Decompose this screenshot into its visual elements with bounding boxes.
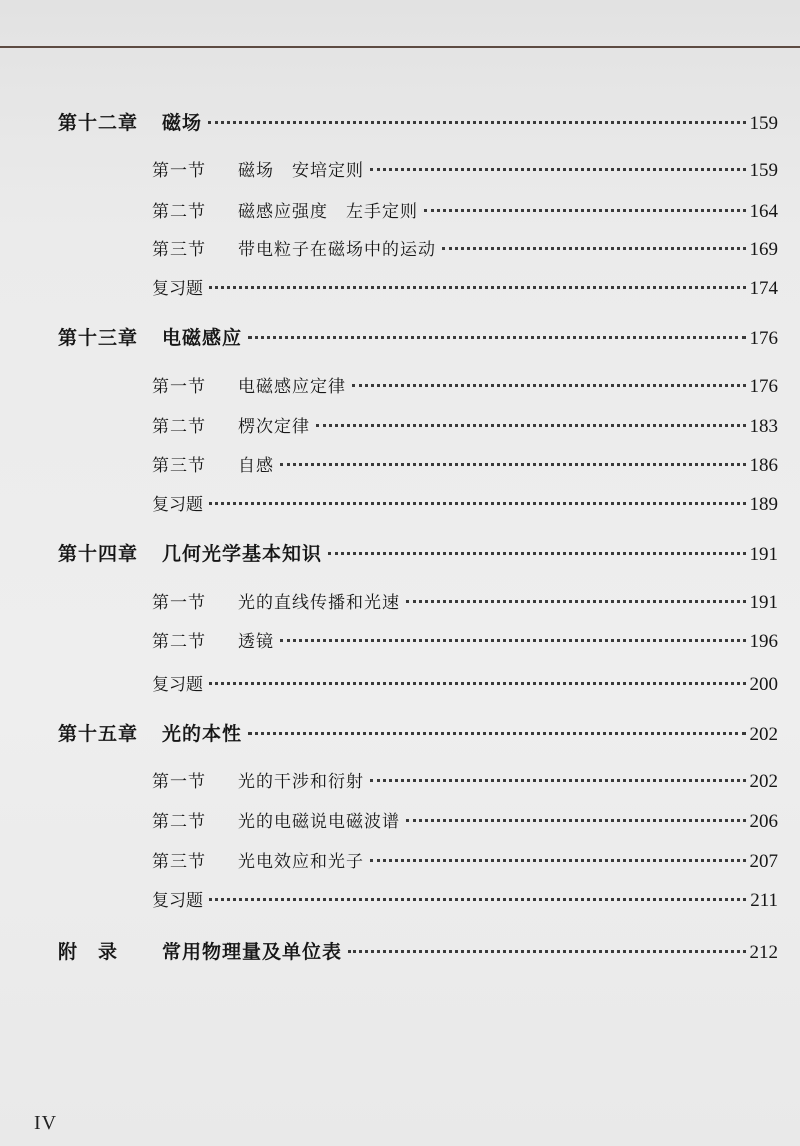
page-number: 186: [749, 455, 778, 476]
chapter-number: 第十三章: [58, 327, 139, 349]
page-number: 159: [749, 113, 778, 134]
chapter-number: 第十二章: [58, 112, 139, 134]
section-number: 第二节: [152, 417, 206, 437]
section-title: 磁感应强度 左手定则: [238, 202, 418, 222]
dot-leader: [316, 424, 746, 427]
page-number: 202: [749, 724, 778, 745]
section-title: 光的电磁说电磁波谱: [238, 812, 400, 832]
toc-section: [0, 412, 800, 438]
toc-chapter-13: [0, 323, 800, 350]
dot-leader: [209, 502, 746, 505]
chapter-title: 磁场: [162, 112, 203, 134]
section-title: 楞次定律: [238, 417, 310, 437]
dot-leader: [209, 898, 746, 901]
dot-leader: [424, 209, 746, 212]
section-number: 第三节: [152, 456, 206, 476]
toc-section: [0, 451, 800, 477]
dot-leader: [208, 121, 745, 124]
toc-appendix: [0, 937, 800, 964]
page-number: 196: [749, 631, 778, 652]
dot-leader: [370, 779, 746, 782]
review-title: 复习题: [152, 279, 203, 299]
page-number: 169: [749, 239, 778, 260]
dot-leader: [248, 336, 745, 339]
toc-section: [0, 588, 800, 614]
toc-section: [0, 156, 800, 182]
chapter-title: 电磁感应: [162, 327, 243, 349]
toc-review: [0, 490, 800, 516]
section-number: 第二节: [152, 632, 206, 652]
section-title: 光的直线传播和光速: [238, 593, 400, 613]
toc-section: [0, 627, 800, 653]
section-title: 光的干涉和衍射: [238, 772, 364, 792]
toc-chapter-14: [0, 539, 800, 566]
page-number: 212: [749, 942, 778, 963]
review-title: 复习题: [152, 675, 203, 695]
dot-leader: [370, 859, 746, 862]
section-number: 第一节: [152, 161, 206, 181]
page-number: 176: [749, 376, 778, 397]
toc-section: [0, 235, 800, 261]
review-title: 复习题: [152, 891, 203, 911]
dot-leader: [442, 247, 746, 250]
appendix-title: 常用物理量及单位表: [162, 941, 343, 963]
toc-section: [0, 197, 800, 223]
dot-leader: [280, 639, 746, 642]
toc-chapter-15: [0, 719, 800, 746]
toc-review: [0, 886, 800, 912]
page-number: 200: [749, 674, 778, 695]
toc-section: [0, 372, 800, 398]
section-number: 第二节: [152, 812, 206, 832]
chapter-number: 第十五章: [58, 723, 139, 745]
page-number: 174: [749, 278, 778, 299]
section-title: 磁场 安培定则: [238, 161, 364, 181]
page-number: 191: [749, 544, 778, 565]
section-title: 带电粒子在磁场中的运动: [238, 240, 436, 260]
section-title: 透镜: [238, 632, 274, 652]
page-number: 189: [749, 494, 778, 515]
page-number: 191: [749, 592, 778, 613]
section-title: 电磁感应定律: [238, 377, 346, 397]
dot-leader: [370, 168, 746, 171]
page-number: 183: [749, 416, 778, 437]
page-number: 176: [749, 328, 778, 349]
dot-leader: [328, 552, 745, 555]
page-number: 206: [749, 811, 778, 832]
dot-leader: [406, 819, 746, 822]
dot-leader: [348, 950, 745, 953]
chapter-title: 光的本性: [162, 723, 243, 745]
dot-leader: [209, 682, 746, 685]
section-number: 第一节: [152, 377, 206, 397]
section-number: 第三节: [152, 240, 206, 260]
dot-leader: [209, 286, 746, 289]
toc-review: [0, 274, 800, 300]
dot-leader: [280, 463, 746, 466]
section-number: 第一节: [152, 593, 206, 613]
page-number: 164: [749, 201, 778, 222]
toc-section: [0, 807, 800, 833]
page-number: 159: [749, 160, 778, 181]
page-folio: IV: [34, 1112, 58, 1134]
appendix-label: 附 录: [58, 941, 119, 963]
page-number: 211: [750, 890, 778, 911]
chapter-title: 几何光学基本知识: [162, 543, 323, 565]
page-number: 207: [749, 851, 778, 872]
dot-leader: [248, 732, 745, 735]
toc-chapter-12: [0, 108, 800, 135]
section-number: 第二节: [152, 202, 206, 222]
toc-review: [0, 670, 800, 696]
section-number: 第一节: [152, 772, 206, 792]
section-number: 第三节: [152, 852, 206, 872]
page-number: 202: [749, 771, 778, 792]
chapter-number: 第十四章: [58, 543, 139, 565]
dot-leader: [406, 600, 746, 603]
section-title: 光电效应和光子: [238, 852, 364, 872]
dot-leader: [352, 384, 746, 387]
section-title: 自感: [238, 456, 274, 476]
toc-section: [0, 767, 800, 793]
toc-section: [0, 847, 800, 873]
review-title: 复习题: [152, 495, 203, 515]
